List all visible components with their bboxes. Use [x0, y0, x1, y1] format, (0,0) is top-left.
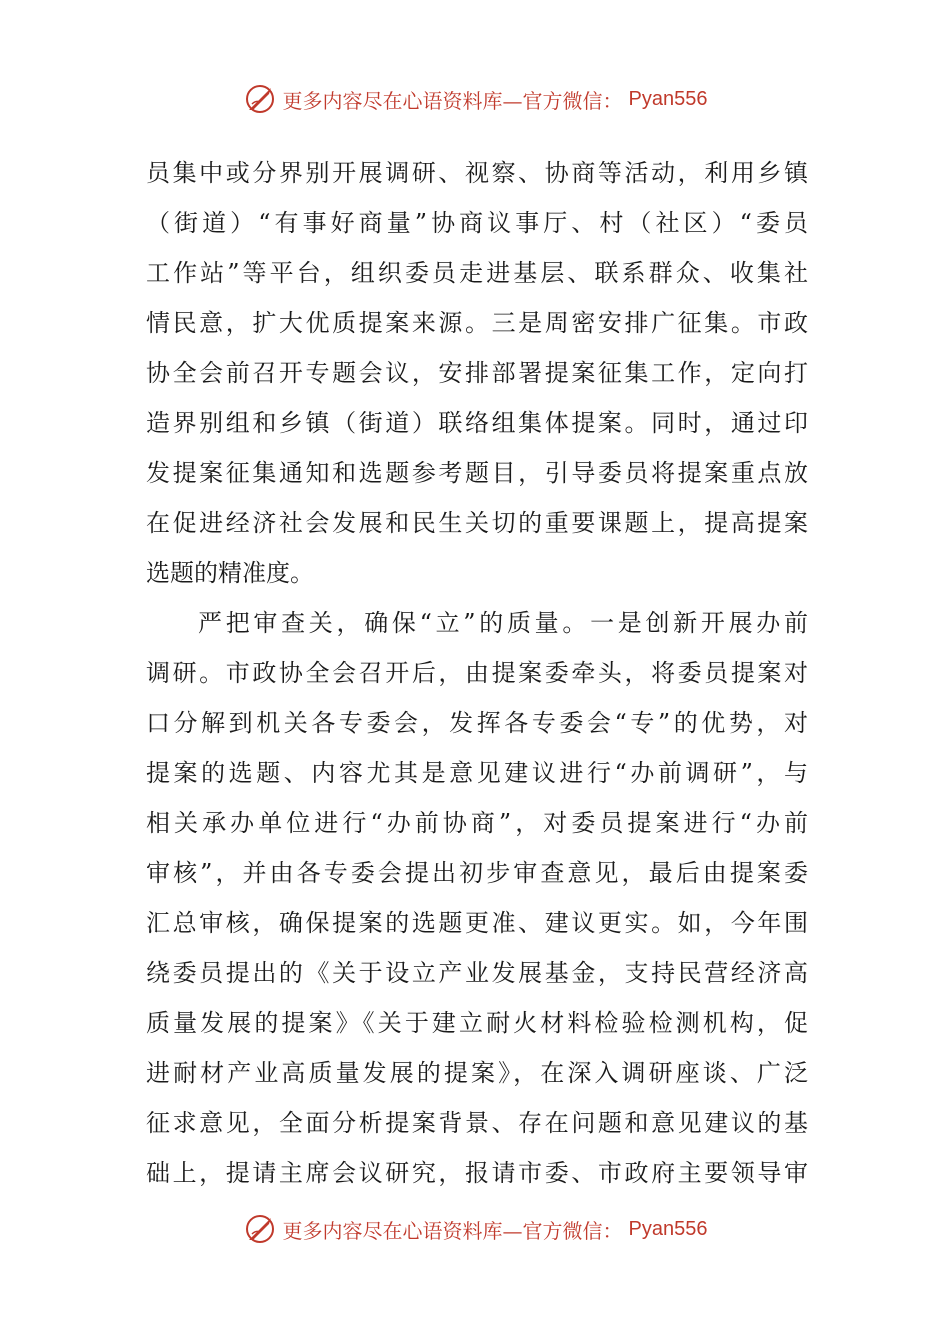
text-line: 发提案征集通知和选题参考题目，引导委员将提案重点放: [146, 459, 808, 487]
watermark-text: 更多内容尽在心语资料库—官方微信：: [282, 1218, 623, 1243]
text-line: 口分解到机关各专委会，发挥各专委会“专”的优势，对: [146, 709, 808, 737]
watermark-handle: Pyan556: [628, 1217, 708, 1240]
text-line: 相关承办单位进行“办前协商”，对委员提案进行“办前: [146, 809, 808, 837]
text-line: 调研。市政协全会召开后，由提案委牵头，将委员提案对: [146, 659, 808, 687]
text-line: 提案的选题、内容尤其是意见建议进行“办前调研”，与: [146, 759, 808, 787]
text-line: 进耐材产业高质量发展的提案》，在深入调研座谈、广泛: [146, 1059, 808, 1087]
pen-logo-icon: [243, 1212, 277, 1246]
text-line: 绕委员提出的《关于设立产业发展基金，支持民营经济高: [146, 959, 808, 987]
header-watermark: [0, 82, 950, 116]
text-line: 在促进经济社会发展和民生关切的重要课题上，提高提案: [146, 509, 808, 537]
watermark-text: 更多内容尽在心语资料库—官方微信：: [282, 88, 623, 113]
text-line: 协全会前召开专题会议，安排部署提案征集工作，定向打: [146, 359, 808, 387]
text-line: 础上，提请主席会议研究，报请市委、市政府主要领导审: [146, 1159, 808, 1187]
text-line: 征求意见，全面分析提案背景、存在问题和意见建议的基: [146, 1109, 808, 1137]
text-line: 造界别组和乡镇（街道）联络组集体提案。同时，通过印: [146, 409, 808, 437]
text-line: 审核”，并由各专委会提出初步审查意见，最后由提案委: [146, 859, 808, 887]
text-line: 工作站”等平台，组织委员走进基层、联系群众、收集社: [146, 259, 808, 287]
text-line: 员集中或分界别开展调研、视察、协商等活动，利用乡镇: [146, 159, 808, 187]
text-line: 质量发展的提案》《关于建立耐火材料检验检测机构，促: [146, 1009, 808, 1037]
text-line: 选题的精准度。: [146, 559, 314, 587]
pen-logo-icon: [243, 82, 277, 116]
watermark-handle: Pyan556: [628, 87, 708, 110]
text-line: 情民意，扩大优质提案来源。三是周密安排广征集。市政: [146, 309, 808, 337]
footer-watermark: [0, 1212, 950, 1246]
text-line: 严把审查关，确保“立”的质量。一是创新开展办前: [198, 609, 808, 637]
paragraph-2: [146, 598, 808, 1198]
document-body: [146, 148, 808, 1198]
text-line: （街道）“有事好商量”协商议事厅、村（社区）“委员: [146, 209, 808, 237]
paragraph-1: [146, 148, 808, 598]
text-line: 汇总审核，确保提案的选题更准、建议更实。如，今年围: [146, 909, 808, 937]
